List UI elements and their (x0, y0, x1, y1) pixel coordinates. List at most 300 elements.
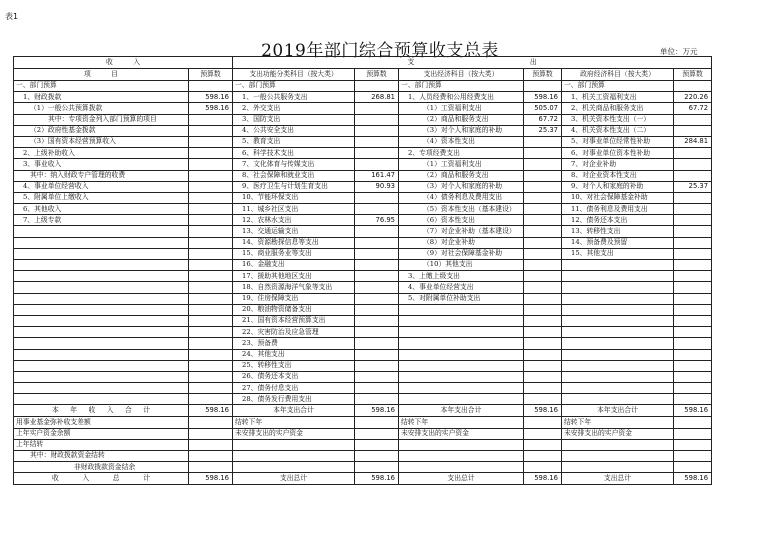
econ-budget (524, 204, 562, 215)
econ-item: （9）对社会保障基金补助 (399, 248, 524, 259)
econ-budget: 25.37 (524, 125, 562, 136)
func-item: 25、转移性支出 (233, 360, 355, 371)
econ-item (399, 371, 524, 382)
func-budget (355, 136, 399, 147)
nonfiscal-carry-label: 非财政拨款资金结余 (14, 462, 189, 473)
gov-item: 2、机关商品和服务支出 (562, 103, 674, 114)
gov-item: 5、对事业单位经常性补助 (562, 136, 674, 147)
econ-item: （4）债务利息及费用支出 (399, 192, 524, 203)
econ-budget (524, 360, 562, 371)
gov-budget (674, 371, 712, 382)
gov-item: 13、转移性支出 (562, 226, 674, 237)
income-budget (189, 338, 233, 349)
func-item: 一、部门预算 (233, 81, 355, 92)
func-item: 3、国防支出 (233, 114, 355, 125)
grand-econ-total-value: 598.16 (524, 473, 562, 485)
econ-item: （10）其他支出 (399, 260, 524, 271)
func-budget (355, 315, 399, 326)
func-item: 15、商业服务业等支出 (233, 248, 355, 259)
col-budget-header: 预算数 (355, 69, 399, 81)
income-item: 一、部门预算 (14, 81, 189, 92)
econ-budget (524, 371, 562, 382)
income-item: （3）国有资本经营预算收入 (14, 136, 189, 147)
gov-item: 14、预备费及预留 (562, 237, 674, 248)
table-row (14, 159, 712, 170)
econ-item: 4、事业单位经营支出 (399, 282, 524, 293)
income-budget (189, 282, 233, 293)
econ-budget (524, 226, 562, 237)
econ-item (399, 349, 524, 360)
income-item (14, 360, 189, 371)
col-item-header: 项 目 (14, 69, 189, 81)
table-row (14, 293, 712, 304)
income-item: （1）一般公共预算拨款 (14, 103, 189, 114)
grand-econ-total-label: 支出总计 (399, 473, 524, 485)
gov-item (562, 260, 674, 271)
gov-budget (674, 360, 712, 371)
gov-item: 1、机关工资福利支出 (562, 92, 674, 103)
func-budget (355, 327, 399, 338)
gov-item: 8、对企业资本性支出 (562, 170, 674, 181)
func-item: 8、社会保障和就业支出 (233, 170, 355, 181)
col-budget-header: 预算数 (674, 69, 712, 81)
income-budget (189, 293, 233, 304)
income-budget (189, 114, 233, 125)
table-row (14, 338, 712, 349)
grand-gov-total-value: 598.16 (674, 473, 712, 485)
econ-item: （8）对企业补助 (399, 237, 524, 248)
econ-budget (524, 293, 562, 304)
econ-budget (524, 237, 562, 248)
func-budget (355, 338, 399, 349)
table-row (14, 349, 712, 360)
func-item: 26、债务还本支出 (233, 371, 355, 382)
table-row (14, 226, 712, 237)
econ-item: （3）对个人和家庭的补助 (399, 125, 524, 136)
table-row (14, 282, 712, 293)
gov-item (562, 327, 674, 338)
econ-item: （4）资本性支出 (399, 136, 524, 147)
carry-next-econ: 结转下年 (399, 417, 524, 428)
table-row (14, 192, 712, 203)
gov-item: 一、部门预算 (562, 81, 674, 92)
income-budget (189, 125, 233, 136)
income-item: 5、附属单位上缴收入 (14, 192, 189, 203)
func-budget: 268.81 (355, 92, 399, 103)
gov-budget (674, 349, 712, 360)
table-row (14, 260, 712, 271)
econ-budget (524, 304, 562, 315)
econ-item: 2、专项经费支出 (399, 148, 524, 159)
grand-func-total-value: 598.16 (355, 473, 399, 485)
income-item: 3、事业收入 (14, 159, 189, 170)
econ-budget (524, 81, 562, 92)
func-item: 22、灾害防治及应急管理 (233, 327, 355, 338)
gov-item (562, 338, 674, 349)
gov-budget (674, 248, 712, 259)
econ-budget (524, 260, 562, 271)
func-budget (355, 237, 399, 248)
gov-item (562, 349, 674, 360)
func-item: 6、科学技术支出 (233, 148, 355, 159)
table-row (14, 271, 712, 282)
econ-item: （1）工资福利支出 (399, 103, 524, 114)
gov-budget (674, 338, 712, 349)
econ-item: 1、人员经费和公用经费支出 (399, 92, 524, 103)
income-item (14, 282, 189, 293)
table-row (14, 136, 712, 147)
gov-item (562, 304, 674, 315)
func-item: 1、一般公共服务支出 (233, 92, 355, 103)
econ-item (399, 383, 524, 394)
table-row (14, 170, 712, 181)
func-budget: 90.93 (355, 181, 399, 192)
income-item (14, 304, 189, 315)
func-budget (355, 282, 399, 293)
fiscal-carry-label: 其中：财政拨款资金结转 (14, 451, 189, 462)
gov-item (562, 360, 674, 371)
gov-budget (674, 148, 712, 159)
func-budget (355, 349, 399, 360)
gov-budget (674, 237, 712, 248)
income-item: 其中：纳入财政专户管理的收费 (14, 170, 189, 181)
func-item: 13、交通运输支出 (233, 226, 355, 237)
income-item (14, 383, 189, 394)
year-econ-total-value: 598.16 (524, 405, 562, 417)
func-budget (355, 371, 399, 382)
income-budget (189, 226, 233, 237)
table-row (14, 315, 712, 326)
econ-budget (524, 383, 562, 394)
econ-budget (524, 170, 562, 181)
gov-budget: 25.37 (674, 181, 712, 192)
table-row (14, 92, 712, 103)
income-budget (189, 159, 233, 170)
gov-budget (674, 114, 712, 125)
income-item (14, 271, 189, 282)
income-budget (189, 327, 233, 338)
func-budget (355, 248, 399, 259)
econ-budget: 505.07 (524, 103, 562, 114)
income-item (14, 237, 189, 248)
econ-budget (524, 215, 562, 226)
econ-budget: 598.16 (524, 92, 562, 103)
func-budget (355, 114, 399, 125)
econ-budget (524, 271, 562, 282)
econ-budget (524, 181, 562, 192)
econ-item (399, 338, 524, 349)
income-budget (189, 394, 233, 405)
table-number: 表1 (5, 12, 19, 21)
income-budget: 598.16 (189, 103, 233, 114)
econ-item (399, 304, 524, 315)
income-item (14, 226, 189, 237)
col-gov-header: 政府经济科目（按大类） (562, 69, 674, 81)
year-gov-total-label: 本年支出合计 (562, 405, 674, 417)
income-item (14, 293, 189, 304)
carry-next-func: 结转下年 (233, 417, 355, 428)
econ-item: 5、对附属单位补助支出 (399, 293, 524, 304)
table-row (14, 181, 712, 192)
econ-budget (524, 315, 562, 326)
gov-item: 3、机关资本性支出（一） (562, 114, 674, 125)
income-header: 收 入 (14, 57, 233, 69)
func-budget (355, 192, 399, 203)
gov-budget (674, 260, 712, 271)
econ-item: 3、上缴上级支出 (399, 271, 524, 282)
gov-budget: 284.81 (674, 136, 712, 147)
econ-budget (524, 349, 562, 360)
econ-budget (524, 159, 562, 170)
income-item (14, 394, 189, 405)
income-budget (189, 260, 233, 271)
gov-budget (674, 192, 712, 203)
gov-budget: 67.72 (674, 103, 712, 114)
func-budget (355, 293, 399, 304)
func-item: 17、援助其他地区支出 (233, 271, 355, 282)
func-item: 19、住房保障支出 (233, 293, 355, 304)
gov-item: 9、对个人和家庭的补助 (562, 181, 674, 192)
func-item: 23、预备费 (233, 338, 355, 349)
col-budget-header: 预算数 (189, 69, 233, 81)
gov-budget (674, 394, 712, 405)
func-budget (355, 103, 399, 114)
func-item: 21、国有资本经营预算支出 (233, 315, 355, 326)
gov-item (562, 282, 674, 293)
gov-item (562, 394, 674, 405)
year-income-total-value: 598.16 (189, 405, 233, 417)
func-budget (355, 383, 399, 394)
unarranged-func: 未安排支出的实户资金 (233, 428, 355, 439)
gov-item: 6、对事业单位资本性补助 (562, 148, 674, 159)
income-item: 4、事业单位经营收入 (14, 181, 189, 192)
table-row (14, 204, 712, 215)
gov-item (562, 371, 674, 382)
gov-budget (674, 282, 712, 293)
income-budget (189, 81, 233, 92)
income-budget (189, 315, 233, 326)
grand-gov-total-label: 支出总计 (562, 473, 674, 485)
income-item: 6、其他收入 (14, 204, 189, 215)
func-budget (355, 125, 399, 136)
income-item (14, 260, 189, 271)
econ-item: （2）商品和服务支出 (399, 170, 524, 181)
income-budget (189, 192, 233, 203)
gov-item: 12、债务还本支出 (562, 215, 674, 226)
table-row (14, 237, 712, 248)
year-econ-total-label: 本年支出合计 (399, 405, 524, 417)
econ-budget (524, 136, 562, 147)
func-item: 2、外交支出 (233, 103, 355, 114)
income-item (14, 349, 189, 360)
econ-item: （5）资本性支出（基本建设） (399, 204, 524, 215)
econ-budget (524, 248, 562, 259)
gov-budget (674, 315, 712, 326)
unarranged-gov: 未安排支出的实户资金 (562, 428, 674, 439)
gov-budget: 220.26 (674, 92, 712, 103)
col-budget-header: 预算数 (524, 69, 562, 81)
gov-item: 7、对企业补助 (562, 159, 674, 170)
income-item: 其中：专项资金列入部门预算的项目 (14, 114, 189, 125)
gov-budget (674, 170, 712, 181)
budget-table (13, 56, 712, 485)
func-item: 24、其他支出 (233, 349, 355, 360)
income-budget: 598.16 (189, 92, 233, 103)
income-item (14, 327, 189, 338)
gov-budget (674, 215, 712, 226)
func-budget (355, 360, 399, 371)
income-item (14, 371, 189, 382)
income-budget (189, 360, 233, 371)
income-budget (189, 271, 233, 282)
func-budget (355, 159, 399, 170)
income-item: 1、财政拨款 (14, 92, 189, 103)
func-item: 10、节能环保支出 (233, 192, 355, 203)
gov-item: 10、对社会保障基金补助 (562, 192, 674, 203)
table-row (14, 215, 712, 226)
table-row (14, 360, 712, 371)
econ-budget (524, 148, 562, 159)
func-item: 11、城乡社区支出 (233, 204, 355, 215)
income-item (14, 315, 189, 326)
carry-next-gov: 结转下年 (562, 417, 674, 428)
income-budget (189, 371, 233, 382)
econ-item: 一、部门预算 (399, 81, 524, 92)
unarranged-econ: 未安排支出的实户资金 (399, 428, 524, 439)
grand-income-total-label: 收入总计 (14, 473, 189, 485)
gov-item: 11、债务利息及费用支出 (562, 204, 674, 215)
func-budget (355, 394, 399, 405)
func-item: 5、教育支出 (233, 136, 355, 147)
func-budget (355, 204, 399, 215)
gov-item: 4、机关资本性支出（二） (562, 125, 674, 136)
col-econ-header: 支出经济科目（按大类） (399, 69, 524, 81)
econ-item (399, 394, 524, 405)
econ-budget (524, 394, 562, 405)
func-item: 14、资源勘探信息等支出 (233, 237, 355, 248)
income-budget (189, 136, 233, 147)
income-budget (189, 383, 233, 394)
income-budget (189, 148, 233, 159)
income-item (14, 338, 189, 349)
econ-item: （6）资本性支出 (399, 215, 524, 226)
func-budget (355, 271, 399, 282)
func-item: 27、债务付息支出 (233, 383, 355, 394)
income-item: 7、上级专款 (14, 215, 189, 226)
table-row (14, 394, 712, 405)
table-row (14, 248, 712, 259)
income-item (14, 248, 189, 259)
gov-item (562, 383, 674, 394)
econ-budget (524, 192, 562, 203)
income-budget (189, 170, 233, 181)
income-budget (189, 181, 233, 192)
func-item: 18、自然资源海洋气象等支出 (233, 282, 355, 293)
table-row (14, 81, 712, 92)
table-row (14, 371, 712, 382)
table-row (14, 148, 712, 159)
gov-budget (674, 159, 712, 170)
func-item: 20、粮油物资储备支出 (233, 304, 355, 315)
econ-item (399, 315, 524, 326)
table-row (14, 103, 712, 114)
table-row (14, 114, 712, 125)
gov-budget (674, 204, 712, 215)
table-row (14, 383, 712, 394)
func-item: 7、文化体育与传媒支出 (233, 159, 355, 170)
income-item: 2、上级补助收入 (14, 148, 189, 159)
table-row (14, 304, 712, 315)
last-year-carry-label: 上年结转 (14, 439, 189, 450)
unit-label: 单位：万元 (660, 47, 698, 56)
econ-budget: 67.72 (524, 114, 562, 125)
col-func-header: 支出功能分类科目（按大类） (233, 69, 355, 81)
econ-item: （2）商品和服务支出 (399, 114, 524, 125)
gov-budget (674, 125, 712, 136)
grand-func-total-label: 支出总计 (233, 473, 355, 485)
gov-budget (674, 327, 712, 338)
income-budget (189, 204, 233, 215)
econ-item: （7）对企业补助（基本建设） (399, 226, 524, 237)
func-budget (355, 260, 399, 271)
func-budget (355, 81, 399, 92)
year-gov-total-value: 598.16 (674, 405, 712, 417)
func-budget: 76.95 (355, 215, 399, 226)
gov-item (562, 271, 674, 282)
gov-item (562, 293, 674, 304)
econ-budget (524, 282, 562, 293)
income-budget (189, 237, 233, 248)
econ-item: （3）对个人和家庭的补助 (399, 181, 524, 192)
econ-item: （1）工资福利支出 (399, 159, 524, 170)
func-budget: 161.47 (355, 170, 399, 181)
gov-item (562, 315, 674, 326)
func-item: 4、公共安全支出 (233, 125, 355, 136)
econ-item (399, 360, 524, 371)
func-budget (355, 304, 399, 315)
gov-budget (674, 304, 712, 315)
econ-item (399, 327, 524, 338)
gov-budget (674, 81, 712, 92)
income-budget (189, 349, 233, 360)
table-row (14, 327, 712, 338)
year-income-total-label: 本年收入合计 (14, 405, 189, 417)
func-budget (355, 148, 399, 159)
year-func-total-value: 598.16 (355, 405, 399, 417)
func-item: 28、债务发行费用支出 (233, 394, 355, 405)
econ-budget (524, 327, 562, 338)
func-item: 9、医疗卫生与计划生育支出 (233, 181, 355, 192)
gov-item: 15、其他支出 (562, 248, 674, 259)
last-year-balance-label: 上年实户资金余额 (14, 428, 189, 439)
fund-balance-label: 用事业基金弥补收支差额 (14, 417, 189, 428)
gov-budget (674, 293, 712, 304)
func-item: 12、农林水支出 (233, 215, 355, 226)
gov-budget (674, 271, 712, 282)
func-item: 16、金融支出 (233, 260, 355, 271)
page-title: 2019年部门综合预算收支总表 (261, 41, 499, 61)
expense-header: 支 出 (233, 57, 712, 69)
func-budget (355, 226, 399, 237)
income-budget (189, 215, 233, 226)
table-row (14, 125, 712, 136)
income-budget (189, 248, 233, 259)
income-item: （2）政府性基金拨款 (14, 125, 189, 136)
year-func-total-label: 本年支出合计 (233, 405, 355, 417)
grand-income-total-value: 598.16 (189, 473, 233, 485)
income-budget (189, 304, 233, 315)
gov-budget (674, 226, 712, 237)
